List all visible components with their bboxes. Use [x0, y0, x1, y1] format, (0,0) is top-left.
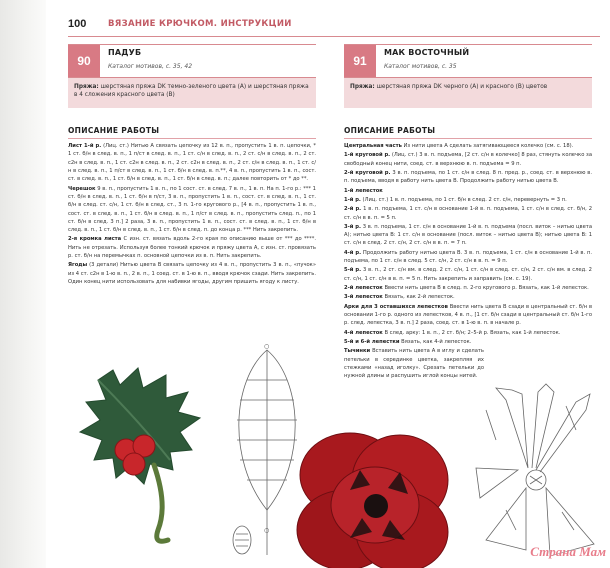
- yarn-info-box: [344, 78, 592, 108]
- instruction-paragraph: 5-й и 6-й лепестки Вязать, как 4-й лепесток.: [344, 338, 472, 345]
- instructions-text: [344, 142, 592, 381]
- pattern-number-badge: 91: [344, 45, 376, 77]
- pattern-title: ПАДУБ: [108, 48, 142, 57]
- poppy-center: [364, 494, 388, 518]
- book-spine: [0, 0, 46, 568]
- instruction-paragraph: Лист 1-й р. (Лиц. ст.) Нитью A связать цепочку из 12 в. п., пропустить 1 в. п. цепочки, * 1 ст. б/н в след. в. п., 1 п/ст в след. в. п., 1 ст. с/н в след. в. п., 2 ст. с/н в след. в. п., 2 ст. с2н в след. в. п., 1 ст. с2н в след. в. п., 2 ст. с2н в след. в. п., 2 ст. с/н в след. в. п., 1 ст. с/н в след. в. п., 1 п/ст в след. в. п., 1 ст. б/н в след. в. п.**, 4 в. п., пропустить 1 в. п., сост. ст. в след. в. п., 1 ст. б/н в след. в. п., 1 ст. б/н в след. в. п.; далее повторить от * до **.: [68, 143, 317, 183]
- yarn-label: Пряжа:: [74, 84, 99, 90]
- book-title: ВЯЗАНИЕ КРЮЧКОМ. ИНСТРУКЦИИ: [108, 19, 292, 29]
- section-divider: [68, 138, 316, 139]
- yarn-label: Пряжа:: [350, 84, 375, 90]
- pattern-catalog-ref: Каталог мотивов, с. 35, 42: [108, 63, 193, 70]
- instruction-paragraph: 2-я кромка листа С изн. ст. вязать вдоль 2-го края по описанию выше от *** до ****. Нить не отрезать. Используя более тонкий крючок и пряжу цвета A, с изн. ст. провязать р. ст. б/н на перемычках п. основной цепочки из в. п. Нить закрепить.: [68, 236, 316, 260]
- poppy-flower-photo: [290, 420, 460, 568]
- pattern-title: МАК ВОСТОЧНЫЙ: [384, 48, 470, 57]
- instruction-paragraph: Тычинки Вставить нить цвета A в иглу и сделать петельки в серединке цветка, закрепляя их стежками «назад иголку». Срезать петельки до нужной длины и распушить иглой концы нитей.: [344, 348, 484, 380]
- holly-leaf-photo: [58, 340, 218, 568]
- instruction-paragraph: 2-й лепесток Ввести нить цвета B в след. п. 2-го кругового р. Вязать, как 1-й лепесток.: [344, 285, 589, 291]
- svg-text:○: ○: [264, 343, 270, 350]
- page-number: 100: [68, 18, 87, 30]
- book-page: [46, 0, 610, 568]
- instruction-paragraph: 5-й р. 3 в. п., 2 ст. с/н вм. в след. 2 ст. с/н, 1 ст. с/н в след. ст. с/н, 2 ст. с/н вм. в след. 2 ст. с/н, 1 ст. с/н в в. п. = 5 п. Нить закрепить и заправить (см. с. 19).: [344, 267, 592, 282]
- pattern-number-badge: 90: [68, 45, 100, 77]
- yarn-text: шерстяная пряжа DK темно-зеленого цвета (A) и шерстяная пряжа в 4 сложения красного цвета (B): [74, 84, 309, 99]
- poppy-crochet-chart: [466, 380, 610, 568]
- section-title: ОПИСАНИЕ РАБОТЫ: [344, 126, 436, 135]
- page-header: [68, 18, 600, 40]
- yarn-text: шерстяная пряжа DK черного (A) и красного (B) цветов: [376, 84, 548, 90]
- instruction-paragraph: 3-й лепесток Вязать, как 2-й лепесток.: [344, 294, 455, 301]
- berry-3: [123, 453, 145, 475]
- site-watermark: Страна Мам: [530, 544, 606, 559]
- instruction-paragraph: Ягоды (3 детали) Нитью цвета B связать цепочку из 4 в. п., пропустить 3 в. п., «пучок» из 4 ст. с2н в 1-ю в. п., 2 в. п., 1 соед. ст. в 1-ю в. п., вводя крючок сзади. Нить закрепить. Один конец нити использовать для набивки ягоды, другим пришить ягоду к листу.: [68, 262, 316, 285]
- instruction-paragraph: Арки для 3 оставшихся лепестков Ввести нить цвета B сзади в центральный ст. б/н в основании 1-го р. одного из лепестков, 4 в. п., [1 ст. б/н сзади в центральный ст. б/н 1-го р. след. лепестка, 3 в. п.] 2 раза, соед. ст. в 1-ю в. п. в начале р.: [344, 303, 592, 327]
- instructions-text: [68, 142, 316, 287]
- instruction-paragraph: 1-й лепесток: [344, 187, 383, 194]
- instruction-paragraph: 1-й р. (Лиц. ст.) 1 в. п. подъема, по 1 ст. б/н в след. 2 ст. с/н, перевернуть = 3 п.: [344, 196, 567, 203]
- instruction-paragraph: 2-й р. 1 в. п. подъема, 1 ст. с/н в основание 1-й в. п. подъема, 1 ст. с/н в след. ст. б/н, 2 ст. с/н в в. п. = 5 п.: [344, 206, 593, 221]
- yarn-info-box: [68, 78, 316, 108]
- pattern-header-holly: [68, 44, 316, 78]
- instruction-paragraph: 3-й р. 3 в. п. подъема, 1 ст. с/н в основание 1-й в. п. подъема (посл. виток – нитью цвета A); нитью цвета B: 1 ст. с/н в основание (посл. виток – нитью цвета B); нитью цвета B: 1 ст. с/н в след. 2 ст. с/н, 2 ст. с/н в в. п. = 7 п.: [344, 223, 593, 247]
- pattern-header-poppy: [344, 44, 592, 78]
- section-divider: [344, 138, 592, 139]
- pattern-catalog-ref: Каталог мотивов, с. 35: [384, 63, 457, 70]
- instruction-paragraph: 4-й р. Продолжить работу нитью цвета B. 3 в. п. подъема, 1 ст. с/н в основание 1-й в. п. подъема, по 1 ст. с/н в след. 5 ст. с/н, 2 ст. с/н в в. п. = 9 п.: [344, 249, 592, 265]
- section-title: ОПИСАНИЕ РАБОТЫ: [68, 126, 160, 135]
- instruction-paragraph: Черешок 9 в. п., пропустить 1 в. п., по 1 сост. ст. в след. 7 в. п., 1 в. п. На п. 1-го р.: *** 1 ст. б/н в след. в. п., 1 ст. б/н в п/ст, 3 в. п., пропустить 1 в. п., сост. ст. в след. в. п., 1 ст. б/н в след. ст. с/н, 1 ст. б/н в след. ст., 3 п. 1-го кругового р., [4 в. п., пропустить 1 в. п., сост. ст. в след. в. п., 1 ст. б/н в след. в. п., 1 п/ст в след. в. п., пропустить след. п., по 1 ст. б/н в след. 3 п.] 2 раза, 3 в. п., пропустить 1 в. п., сост. ст. в след. в. п., 1 ст. б/н в след. в. п., 1 ст. б/н в след. в. п., 1 ст. б/н в след. п. до конца р. *** Нить закрепить.: [68, 185, 316, 234]
- header-divider: [68, 36, 600, 37]
- instruction-paragraph: 2-й круговой р. 3 в. п. подъема, по 1 ст. с/н в след. 8 п. пред. р., соед. ст. в верхнюю в. п. подъема, вводя в работу нить цвета B. Продолжить работу нитью цвета B.: [344, 169, 592, 185]
- svg-text:○: ○: [264, 527, 270, 534]
- instruction-paragraph: 4-й лепесток В след. арку: 1 в. п., 2 ст. б/н; 2–5-й р. Вязать, как 1-й лепесток.: [344, 329, 561, 336]
- instruction-paragraph: Центральная часть Из нити цвета A сделать затягивающееся колечко (см. с. 18).: [344, 143, 574, 149]
- instruction-paragraph: 1-й круговой р. (Лиц. ст.) 3 в. п. подъема, [2 ст. с/н в колечко] 8 раз, стянуть колечко за свободный конец нити, соед. ст. в верхнюю в. п. подъема = 9 п.: [344, 152, 592, 167]
